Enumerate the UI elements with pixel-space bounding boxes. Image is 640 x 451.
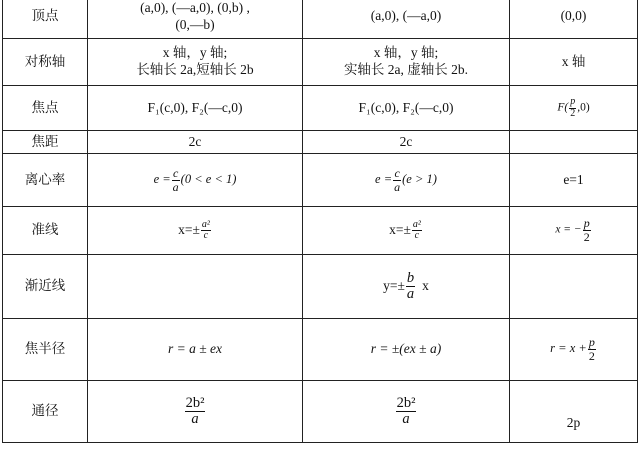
parabola-focus-fraction xyxy=(569,97,576,119)
hyperbola-ecc-prefix: e = xyxy=(375,171,393,186)
row-header-directrix: 准线 xyxy=(3,207,88,255)
parabola-vertex: (0,0) xyxy=(510,0,638,39)
row-header-focal-radius: 焦半径 xyxy=(3,319,88,381)
hyperbola-asym-numerator: b xyxy=(406,269,415,286)
row-eccentricity xyxy=(3,154,638,207)
hyperbola-asym-denominator: a xyxy=(406,286,415,302)
row-header-latus-rectum: 通径 xyxy=(3,381,88,443)
parabola-rad-numerator: p xyxy=(588,335,595,350)
hyperbola-asym-fraction xyxy=(406,271,415,302)
ellipse-focus xyxy=(88,86,303,131)
parabola-eccentricity: e=1 xyxy=(510,154,638,207)
row-vertex xyxy=(3,0,638,39)
conic-properties-table xyxy=(2,0,638,443)
ellipse-axis xyxy=(88,39,303,86)
ellipse-dir-prefix: x=± xyxy=(178,221,200,237)
ellipse-vertex-line-1: (a,0), (—a,0), (0,b) , xyxy=(140,0,250,15)
hyperbola-axis-line-2: 实轴长 2a, 虚轴长 2b. xyxy=(343,62,469,77)
hyperbola-eccentricity xyxy=(303,154,510,207)
hyperbola-focus-f1: F₁(c,0), xyxy=(358,99,400,115)
hyperbola-dir-fraction xyxy=(412,220,422,242)
ellipse-asymptote xyxy=(88,255,303,319)
hyperbola-asym-suffix: x xyxy=(422,277,429,293)
ellipse-vertex-line-2: (0,—b) xyxy=(175,16,215,32)
ellipse-ecc-prefix: e = xyxy=(153,171,171,186)
row-directrix xyxy=(3,207,638,255)
row-focus xyxy=(3,86,638,131)
ellipse-axis-line-2: 长轴长 2a,短轴长 2b xyxy=(136,62,254,77)
hyperbola-asymptote xyxy=(303,255,510,319)
row-header-asymptote: 渐近线 xyxy=(3,255,88,319)
ellipse-latus-denominator: a xyxy=(191,411,199,427)
ellipse-ecc-fraction xyxy=(172,167,180,193)
ellipse-latus-rectum xyxy=(88,381,303,443)
parabola-focus-prefix: F( xyxy=(557,101,569,114)
ellipse-focus-f2: F₂(—c,0) xyxy=(191,99,243,115)
ellipse-ecc-suffix: (0 < e < 1) xyxy=(180,171,237,186)
ellipse-focus-f1: F₁(c,0), xyxy=(147,99,189,115)
ellipse-vertex xyxy=(88,0,303,39)
hyperbola-ecc-numerator: c xyxy=(394,165,400,180)
parabola-dir-numerator: p xyxy=(583,216,590,231)
hyperbola-focus-f2: F₂(—c,0) xyxy=(402,99,454,115)
hyperbola-focal-distance: 2c xyxy=(303,131,510,154)
parabola-focus-suffix: ,0) xyxy=(577,101,590,114)
hyperbola-latus-denominator: a xyxy=(402,411,410,427)
parabola-rad-denominator: 2 xyxy=(588,349,595,363)
hyperbola-latus-numerator: 2b² xyxy=(396,394,416,411)
row-latus-rectum xyxy=(3,381,638,443)
hyperbola-vertex: (a,0), (—a,0) xyxy=(303,0,510,39)
hyperbola-ecc-denominator: a xyxy=(394,179,401,194)
parabola-focus-denominator: 2 xyxy=(570,107,576,119)
parabola-dir-denominator: 2 xyxy=(583,230,590,244)
ellipse-dir-numerator: a² xyxy=(201,218,210,230)
row-header-focal-distance: 焦距 xyxy=(3,131,88,154)
parabola-rad-prefix: r = x + xyxy=(550,341,587,356)
ellipse-focal-distance: 2c xyxy=(88,131,303,154)
row-asymptote xyxy=(3,255,638,319)
parabola-asymptote xyxy=(510,255,638,319)
ellipse-dir-denominator: c xyxy=(203,230,209,241)
ellipse-ecc-denominator: a xyxy=(172,179,179,194)
hyperbola-focal-radius: r = ±(ex ± a) xyxy=(303,319,510,381)
ellipse-directrix xyxy=(88,207,303,255)
hyperbola-axis xyxy=(303,39,510,86)
row-axis xyxy=(3,39,638,86)
parabola-directrix xyxy=(510,207,638,255)
hyperbola-focus xyxy=(303,86,510,131)
parabola-axis: x 轴 xyxy=(510,39,638,86)
hyperbola-ecc-fraction xyxy=(393,167,401,193)
hyperbola-dir-prefix: x=± xyxy=(389,221,411,237)
parabola-focal-radius xyxy=(510,319,638,381)
hyperbola-axis-line-1: x 轴，y 轴; xyxy=(373,45,439,61)
hyperbola-directrix xyxy=(303,207,510,255)
parabola-focal-distance xyxy=(510,131,638,154)
parabola-focus xyxy=(510,86,638,131)
row-header-vertex: 顶点 xyxy=(3,0,88,39)
ellipse-ecc-numerator: c xyxy=(173,165,179,180)
hyperbola-asym-prefix: y=± xyxy=(383,277,405,293)
hyperbola-latus-fraction xyxy=(396,396,417,427)
ellipse-eccentricity xyxy=(88,154,303,207)
hyperbola-latus-rectum xyxy=(303,381,510,443)
parabola-rad-fraction xyxy=(588,336,596,362)
hyperbola-dir-denominator: c xyxy=(414,230,420,241)
hyperbola-dir-numerator: a² xyxy=(412,218,421,230)
hyperbola-ecc-suffix: (e > 1) xyxy=(402,171,437,186)
parabola-dir-prefix: x = − xyxy=(555,224,582,237)
row-header-axis: 对称轴 xyxy=(3,39,88,86)
parabola-dir-fraction xyxy=(583,217,591,243)
row-focal-distance xyxy=(3,131,638,154)
ellipse-focal-radius: r = a ± ex xyxy=(88,319,303,381)
ellipse-dir-fraction xyxy=(201,220,211,242)
parabola-focus-numerator: p xyxy=(570,96,576,107)
row-header-eccentricity: 离心率 xyxy=(3,154,88,207)
parabola-latus-rectum: 2p xyxy=(510,381,638,443)
ellipse-latus-fraction xyxy=(185,396,206,427)
row-header-focus: 焦点 xyxy=(3,86,88,131)
row-focal-radius xyxy=(3,319,638,381)
ellipse-latus-numerator: 2b² xyxy=(185,394,205,411)
ellipse-axis-line-1: x 轴，y 轴; xyxy=(162,45,228,61)
